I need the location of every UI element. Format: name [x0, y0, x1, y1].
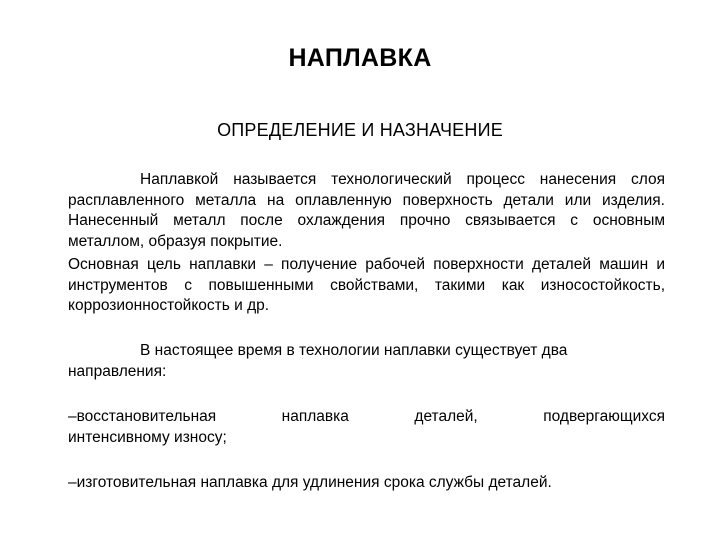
slide-title: НАПЛАВКА	[288, 44, 432, 72]
direction-word: –восстановительная	[68, 408, 217, 425]
direction-item-manufacturing: –изготовительная наплавка для удлинения срока службы деталей.	[68, 474, 552, 491]
direction-word: наплавка	[281, 408, 349, 425]
direction-word: подвергающихся	[543, 408, 665, 425]
slide-subtitle: ОПРЕДЕЛЕНИЕ И НАЗНАЧЕНИЕ	[217, 120, 503, 140]
directions-intro-paragraph: В настоящее время в технологии наплавки существует два направления:	[68, 342, 568, 380]
direction-item-restorative-line1	[68, 407, 665, 428]
purpose-paragraph: Основная цель наплавки – получение рабочей поверхности деталей машин и инструментов с повышенными свойствами, такими как износостойкость, коррозионностойкость и др.	[68, 256, 665, 314]
direction-word: деталей,	[414, 408, 478, 425]
direction-item-restorative	[68, 407, 665, 448]
definition-paragraph: Наплавкой называется технологический процесс нанесения слоя расплавленного металла на оплавленную поверхность детали или изделия. Нанесенный металл после охлаждения прочно связывается с основным металлом, образуя покрытие.	[68, 171, 665, 250]
direction-item-restorative-line2: интенсивному износу;	[68, 428, 227, 446]
